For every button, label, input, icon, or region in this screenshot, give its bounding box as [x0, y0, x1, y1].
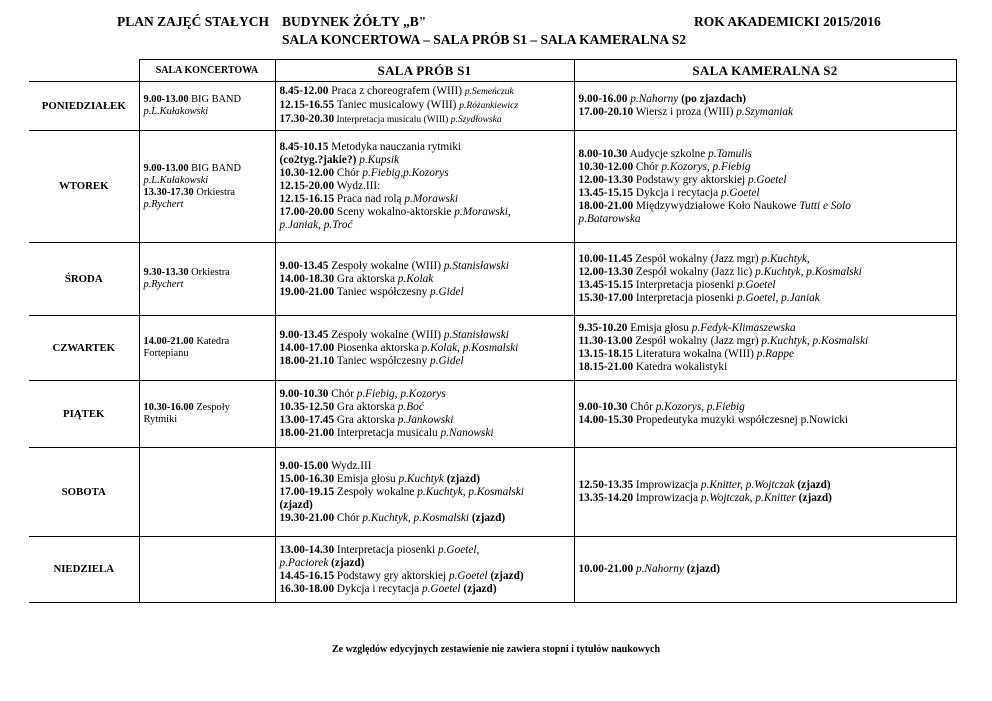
entry-text: 19.00-21.00 [279, 285, 335, 298]
entry-text: Literatura wokalna (WIII) [633, 348, 757, 360]
entry-text: 9.00-13.45 [279, 328, 329, 341]
entry-text: Fortepianu [143, 348, 189, 359]
entry-line [280, 342, 570, 355]
entry-text: 9.00-10.30 [279, 388, 329, 400]
entry-text: Rytmiki [143, 414, 178, 425]
schedule-row-czwartek [29, 316, 956, 381]
entry-text: p.Kuchtyk, p.Kosmalski [761, 335, 869, 347]
entry-line [280, 141, 570, 154]
entry-text: Zespół wokalny (Jazz lic) [633, 266, 756, 278]
entry-text: p.Kolak [397, 272, 434, 285]
col-sala-kameralna-s2: SALA KAMERALNA S2 [574, 60, 956, 82]
entry-text: 19.30-21.00 [279, 511, 335, 524]
cell-koncertowa [139, 82, 275, 131]
entry-text: Improwizacja [633, 479, 701, 491]
entry-text: Taniec współczesny [334, 285, 431, 298]
entry-line [144, 94, 271, 106]
entry-line [280, 193, 570, 206]
cell-s2 [574, 448, 956, 537]
cell-s1 [275, 448, 574, 537]
entry-text: 10.00-11.45 [578, 253, 633, 265]
entry-text: p.Stanisławski [443, 328, 509, 341]
entry-line [280, 286, 570, 299]
cell-s1 [275, 537, 574, 603]
entry-text: Taniec musicalowy (WIII) [334, 99, 460, 111]
entry-text: p.Janiak, p.Troć [279, 219, 353, 231]
day-label: WTOREK [29, 131, 139, 243]
entry-line [280, 85, 570, 99]
entry-text: Sceny wokalno-aktorskie [334, 206, 455, 218]
entry-text: Interpretacja musicalu [334, 427, 441, 439]
entry-text: p.Kozorys, p.Fiebig [661, 160, 751, 173]
cell-koncertowa [139, 131, 275, 243]
entry-text: p.Różankiewicz [459, 101, 519, 111]
entry-text: 10.30-12.00 [279, 167, 335, 179]
entry-text: p.Boć [397, 401, 424, 413]
entry-text: p.Kolak, p.Kosmalski [421, 341, 519, 354]
entry-line [280, 460, 570, 473]
entry-line [144, 163, 271, 175]
entry-text: p.Kupsik [359, 154, 400, 166]
entry-text: 14.00-18.30 [279, 272, 335, 285]
entry-text: 12.15-16.15 [279, 193, 335, 205]
entry-text: 9.00-13.00 [143, 162, 189, 174]
entry-text: p.Kuchtyk, p.Kosmalski [362, 511, 470, 524]
schedule-row-piatek [29, 381, 956, 448]
entry-text: p.Szydłowska [450, 115, 502, 125]
entry-text: p.Rappe [756, 348, 795, 360]
entry-text: 9.00-15.00 [279, 459, 329, 472]
cell-koncertowa [139, 243, 275, 316]
entry-line [280, 219, 570, 232]
entry-text: Chór [334, 511, 363, 524]
cell-s2 [574, 243, 956, 316]
cell-s1 [275, 243, 574, 316]
entry-text: 10.30-16.00 [143, 402, 194, 413]
entry-line [579, 266, 952, 279]
entry-text: 9.00-13.45 [279, 259, 329, 272]
footer-note: Ze względów edycyjnych zestawienie nie zawiera stopni i tytułów naukowych [331, 644, 661, 655]
entry-text: Wydz.III [328, 459, 372, 472]
entry-line [579, 348, 952, 361]
entry-line [280, 544, 570, 557]
entry-text: p.Goetel [448, 569, 488, 582]
entry-text: Podstawy gry aktorskiej [334, 569, 449, 582]
entry-text: p.L.Kułakowski [143, 106, 209, 117]
header-row [29, 60, 956, 82]
cell-koncertowa [139, 316, 275, 381]
entry-text: p.Nanowski [440, 427, 494, 439]
entry-text: p.Nahorny [635, 563, 684, 575]
cell-koncertowa [139, 381, 275, 448]
entry-text: Wydz.III: [334, 180, 381, 192]
entry-text: 16.30-18.00 [279, 582, 335, 595]
entry-text: Tutti e Solo [799, 199, 851, 212]
entry-text: 11.30-13.00 [578, 335, 633, 347]
entry-line [280, 414, 570, 427]
entry-text: Interpretacja piosenki [633, 292, 737, 304]
entry-text: Chór [627, 401, 656, 413]
entry-text: p.Fiebig,p.Kozorys [362, 167, 449, 179]
entry-line [280, 273, 570, 286]
entry-line [579, 200, 952, 213]
entry-line [280, 99, 570, 113]
cell-s1 [275, 381, 574, 448]
entry-line [280, 180, 570, 193]
cell-s2 [574, 381, 956, 448]
entry-text: Zespoły wokalne (WIII) [328, 328, 444, 341]
entry-text: p.Fedyk-Klimaszewska [691, 322, 796, 334]
entry-text: (zjazd) [443, 472, 481, 485]
entry-text: 13.45-15.15 [578, 279, 634, 291]
entry-text: Chór [633, 160, 662, 173]
entry-text: (zjazd) [683, 563, 721, 575]
cell-s2 [574, 537, 956, 603]
entry-text: (po zjazdach) [678, 93, 747, 105]
entry-text: Gra aktorska [334, 401, 398, 413]
entry-text: p.Morawski [404, 193, 459, 205]
entry-text: 18.00-21.00 [578, 199, 634, 212]
entry-text: 15.00-16.30 [279, 472, 335, 485]
entry-text: 9.00-10.30 [578, 401, 628, 413]
col-sala-prob-s1: SALA PRÓB S1 [275, 60, 574, 82]
entry-text: Piosenka aktorska [334, 341, 422, 354]
day-label: CZWARTEK [29, 316, 139, 381]
entry-text: BIG BAND [188, 162, 242, 174]
schedule-row-sroda [29, 243, 956, 316]
entry-line [579, 401, 952, 414]
entry-text: p.Gidel [430, 285, 464, 298]
entry-line [280, 355, 570, 368]
entry-text: 12.15-20.00 [279, 180, 335, 192]
entry-text: p.L.Kułakowski [143, 174, 209, 186]
cell-s1 [275, 131, 574, 243]
entry-text: Praca nad rolą [334, 193, 405, 205]
cell-s2 [574, 82, 956, 131]
entry-text: p.Szymaniak [736, 106, 794, 118]
entry-text: (zjazd) [795, 492, 832, 504]
entry-text: 18.00-21.10 [279, 354, 335, 367]
entry-text: 13.30-17.30 [143, 186, 194, 198]
entry-text: p.Kuchtyk, p.Kosmalski [755, 266, 862, 278]
entry-line [280, 167, 570, 180]
entry-text: (zjazd) [279, 498, 313, 511]
entry-line [144, 336, 271, 348]
entry-line [144, 199, 271, 211]
entry-text: p.Paciorek [279, 556, 329, 569]
day-label: NIEDZIELA [29, 537, 139, 603]
entry-text: 12.00-13.30 [578, 266, 634, 278]
entry-text: (co2tyg.?jakie?) [279, 154, 357, 166]
entry-text: 13.00-17.45 [279, 414, 335, 426]
entry-line [579, 213, 952, 226]
entry-text: Interpretacja piosenki [633, 279, 737, 291]
entry-text: p.Semeńczuk [464, 87, 514, 97]
schedule-row-poniedzialek [29, 82, 956, 131]
entry-text: Dykcja i recytacja [633, 186, 721, 199]
schedule-row-sobota [29, 448, 956, 537]
entry-text: Zespoły [193, 402, 230, 413]
entry-text: 17.00-20.00 [279, 206, 335, 218]
plan-title: PLAN ZAJĘĆ STAŁYCH [117, 14, 270, 29]
day-label: PONIEDZIAŁEK [29, 82, 139, 131]
schedule-row-niedziela [29, 537, 956, 603]
cell-s1 [275, 316, 574, 381]
entry-text: 10.30-12.00 [578, 160, 634, 173]
entry-line [144, 175, 271, 187]
entry-line [144, 402, 271, 414]
entry-text: p.Batarowska [578, 212, 641, 225]
entry-line [280, 260, 570, 273]
entry-line [144, 279, 271, 291]
entry-line [280, 113, 570, 127]
entry-text: 13.00-14.30 [279, 543, 335, 556]
cell-s1 [275, 82, 574, 131]
entry-text: 9.00-16.00 [578, 93, 628, 105]
academic-year: ROK AKADEMICKI 2015/2016 [694, 14, 881, 29]
entry-text: p.Goetel [720, 186, 760, 199]
entry-text: p.Stanisławski [443, 259, 509, 272]
day-label: SOBOTA [29, 448, 139, 537]
col-sala-koncertowa: SALA KONCERTOWA [139, 60, 275, 82]
entry-text: 17.00-19.15 [279, 485, 335, 498]
entry-text: Propedeutyka muzyki współczesnej p.Nowicki [633, 414, 849, 426]
entry-text: Zespół wokalny (Jazz mgr) [632, 253, 762, 265]
cell-koncertowa [139, 537, 275, 603]
entry-line [144, 414, 271, 426]
entry-line [280, 473, 570, 486]
entry-line [579, 414, 952, 427]
entry-text: Orkiestra [188, 267, 230, 278]
entry-text: 12.15-16.55 [279, 99, 335, 111]
entry-text: 9.30-13.30 [143, 267, 189, 278]
entry-text: Chór [334, 167, 363, 179]
cell-s2 [574, 131, 956, 243]
entry-text: 17.30-20.30 [279, 113, 335, 125]
entry-text: Gra aktorska [334, 272, 398, 285]
entry-line [579, 253, 952, 266]
entry-text: p.Goetel, [437, 543, 480, 556]
entry-line [579, 148, 952, 161]
entry-line [579, 563, 952, 576]
entry-line [579, 492, 952, 505]
entry-line [579, 479, 952, 492]
entry-line [280, 557, 570, 570]
entry-text: Interpretacja musicalu (WIII) [334, 115, 451, 125]
entry-text: Katedra [193, 336, 230, 347]
entry-line [144, 267, 271, 279]
schedule-table [29, 59, 957, 603]
entry-line [579, 292, 952, 305]
entry-text: p.Kozorys, p.Fiebig [655, 401, 745, 413]
entry-line [280, 499, 570, 512]
entry-line [280, 570, 570, 583]
entry-text: BIG BAND [188, 94, 242, 105]
entry-text: 8.45-12.00 [279, 85, 329, 97]
entry-text: p.Nahorny [630, 93, 679, 105]
entry-line [280, 388, 570, 401]
entry-text: 13.45-15.15 [578, 186, 634, 199]
entry-text: Interpretacja piosenki [334, 543, 438, 556]
entry-text: (zjazd) [328, 556, 365, 569]
entry-text: Taniec współczesny [334, 354, 431, 367]
entry-line [280, 512, 570, 525]
entry-line [280, 206, 570, 219]
entry-text: Praca z choreografem (WIII) [328, 85, 465, 97]
entry-text: p.Kuchtyk, [761, 253, 810, 265]
building-title: BUDYNEK ŻÓŁTY „B" [282, 14, 427, 29]
cell-s2 [574, 316, 956, 381]
day-label: ŚRODA [29, 243, 139, 316]
entry-text: Katedra wokalistyki [633, 361, 728, 373]
entry-text: 18.15-21.00 [578, 361, 634, 373]
entry-line [579, 279, 952, 292]
entry-text: p.Goetel [736, 279, 776, 291]
cell-koncertowa [139, 448, 275, 537]
entry-text: 9.00-13.00 [143, 94, 189, 105]
entry-text: (zjazd) [794, 479, 831, 491]
entry-line [280, 583, 570, 596]
day-label: PIĄTEK [29, 381, 139, 448]
entry-line [579, 361, 952, 374]
entry-text: 12.00-13.30 [578, 173, 634, 186]
entry-text: p.Kuchtyk, p.Kosmalski [417, 485, 524, 498]
entry-text: 13.15-18.15 [578, 348, 634, 360]
rooms-subtitle: SALA KONCERTOWA – SALA PRÓB S1 – SALA KAMERALNA S2 [282, 32, 686, 47]
entry-text: Metodyka nauczania rytmiki [328, 141, 462, 153]
entry-text: Dykcja i recytacja [334, 582, 422, 595]
entry-text: Chór [328, 388, 357, 400]
entry-text: p.Knitter, p.Wojtczak [700, 479, 795, 491]
entry-line [144, 106, 271, 118]
entry-line [579, 93, 952, 106]
entry-text: Emisja głosu [334, 472, 399, 485]
entry-text: 12.50-13.35 [578, 479, 634, 491]
entry-text: 8.00-10.30 [578, 147, 628, 160]
entry-text: Orkiestra [193, 186, 235, 198]
entry-text: p.Goetel [421, 582, 461, 595]
entry-text: 14.00-15.30 [578, 414, 634, 426]
entry-line [280, 401, 570, 414]
entry-text: p.Rychert [143, 198, 184, 210]
entry-line [579, 161, 952, 174]
entry-line [280, 486, 570, 499]
entry-text: 14.45-16.15 [279, 569, 335, 582]
schedule-row-wtorek [29, 131, 956, 243]
entry-text: Wiersz i proza (WIII) [633, 106, 737, 118]
corner-cell [29, 60, 139, 82]
entry-text: 18.00-21.00 [279, 427, 335, 439]
entry-text: Gra aktorska [334, 414, 398, 426]
entry-text: Zespół wokalny (Jazz mgr) [632, 335, 762, 347]
entry-line [579, 174, 952, 187]
entry-text: p.Goetel, p.Janiak [736, 292, 820, 304]
entry-text: Zespoły wokalne (WIII) [328, 259, 444, 272]
entry-text: 15.30-17.00 [578, 292, 634, 304]
entry-text: 14.00-17.00 [279, 341, 335, 354]
entry-line [579, 335, 952, 348]
entry-text: 13.35-14.20 [578, 492, 634, 504]
entry-text: p.Rychert [143, 279, 184, 290]
entry-line [144, 187, 271, 199]
entry-text: p.Fiebig, p.Kozorys [356, 388, 446, 400]
entry-text: (zjazd) [460, 582, 497, 595]
entry-text: 9.35-10.20 [578, 322, 628, 334]
entry-text: Emisja głosu [627, 322, 692, 334]
entry-text: 17.00-20.10 [578, 106, 634, 118]
entry-text: Improwizacja [633, 492, 701, 504]
entry-line [144, 348, 271, 360]
entry-text: (zjazd) [487, 569, 524, 582]
entry-line [280, 427, 570, 440]
entry-line [579, 106, 952, 119]
entry-text: 10.35-12.50 [279, 401, 335, 413]
entry-text: p.Tamulis [708, 147, 752, 160]
entry-text: p.Morawski, [454, 206, 511, 218]
entry-text: Zespoły wokalne [334, 485, 418, 498]
entry-text: 10.00-21.00 [578, 563, 634, 575]
entry-text: p.Wojtczak, p.Knitter [700, 492, 796, 504]
entry-text: 14.00-21.00 [143, 336, 194, 347]
entry-text: (zjazd) [469, 511, 506, 524]
entry-line [280, 329, 570, 342]
entry-line [579, 187, 952, 200]
entry-text: Podstawy gry aktorskiej [633, 173, 748, 186]
entry-text: p.Gidel [430, 354, 464, 367]
entry-line [579, 322, 952, 335]
entry-text: Międzywydziałowe Koło Naukowe [633, 199, 800, 212]
entry-line [280, 154, 570, 167]
entry-text: p.Jankowski [397, 414, 454, 426]
entry-text: Audycje szkolne [627, 147, 709, 160]
entry-text: p.Kuchtyk [398, 472, 444, 485]
entry-text: 8.45-10.15 [279, 141, 329, 153]
entry-text: p.Goetel [747, 173, 787, 186]
